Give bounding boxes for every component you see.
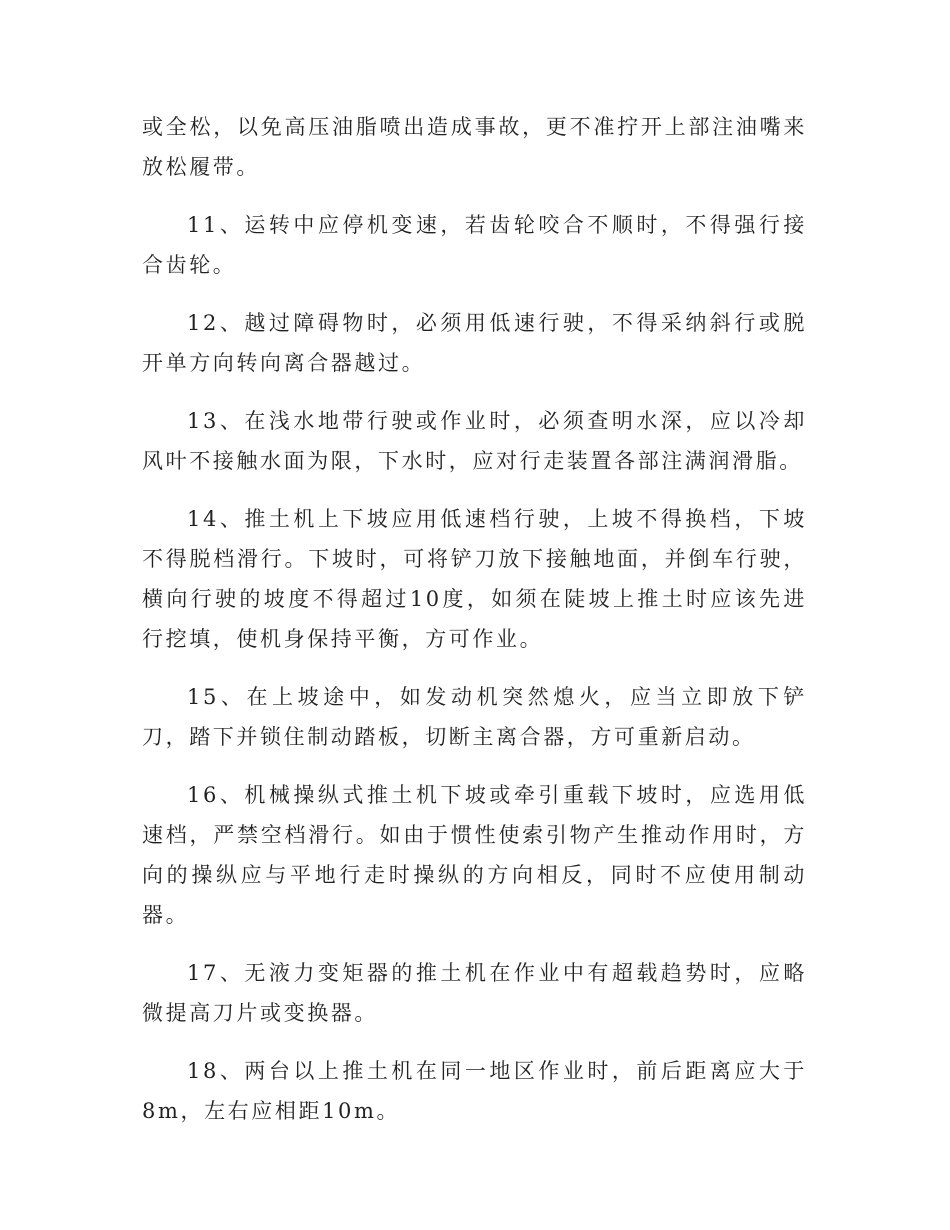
document-body: [142, 107, 807, 1149]
paragraph-item-17: 17、无液力变矩器的推土机在作业中有超载趋势时，应略微提高刀片或变换器。: [142, 961, 807, 1025]
paragraph-item-16: 16、机械操纵式推土机下坡或牵引重载下坡时，应选用低速档，严禁空档滑行。如由于惯性使索引物产生推动作用时，方向的操纵应与平地行走时操纵的方向相反，同时不应使用制动器。: [142, 783, 807, 927]
paragraph-item-13: 13、在浅水地带行驶或作业时，必须查明水深，应以冷却风叶不接触水面为限，下水时，应对行走装置各部注满润滑脂。: [142, 409, 807, 473]
paragraph-item-11: 11、运转中应停机变速，若齿轮咬合不顺时，不得强行接合齿轮。: [142, 213, 807, 277]
paragraph-continuation: 或全松，以免高压油脂喷出造成事故，更不准拧开上部注油嘴来放松履带。: [142, 115, 807, 179]
paragraph-item-15: 15、在上坡途中，如发动机突然熄火，应当立即放下铲刀，踏下并锁住制动踏板，切断主离合器，方可重新启动。: [142, 685, 807, 749]
paragraph-item-12: 12、越过障碍物时，必须用低速行驶，不得采纳斜行或脱开单方向转向离合器越过。: [142, 311, 807, 375]
paragraph-item-18: 18、两台以上推土机在同一地区作业时，前后距离应大于8m，左右应相距10m。: [142, 1059, 807, 1123]
paragraph-item-14: 14、推土机上下坡应用低速档行驶，上坡不得换档，下坡不得脱档滑行。下坡时，可将铲刀放下接触地面，并倒车行驶，横向行驶的坡度不得超过10度，如须在陡坡上推土时应该先进行挖填，使机身保持平衡，方可作业。: [142, 507, 807, 651]
